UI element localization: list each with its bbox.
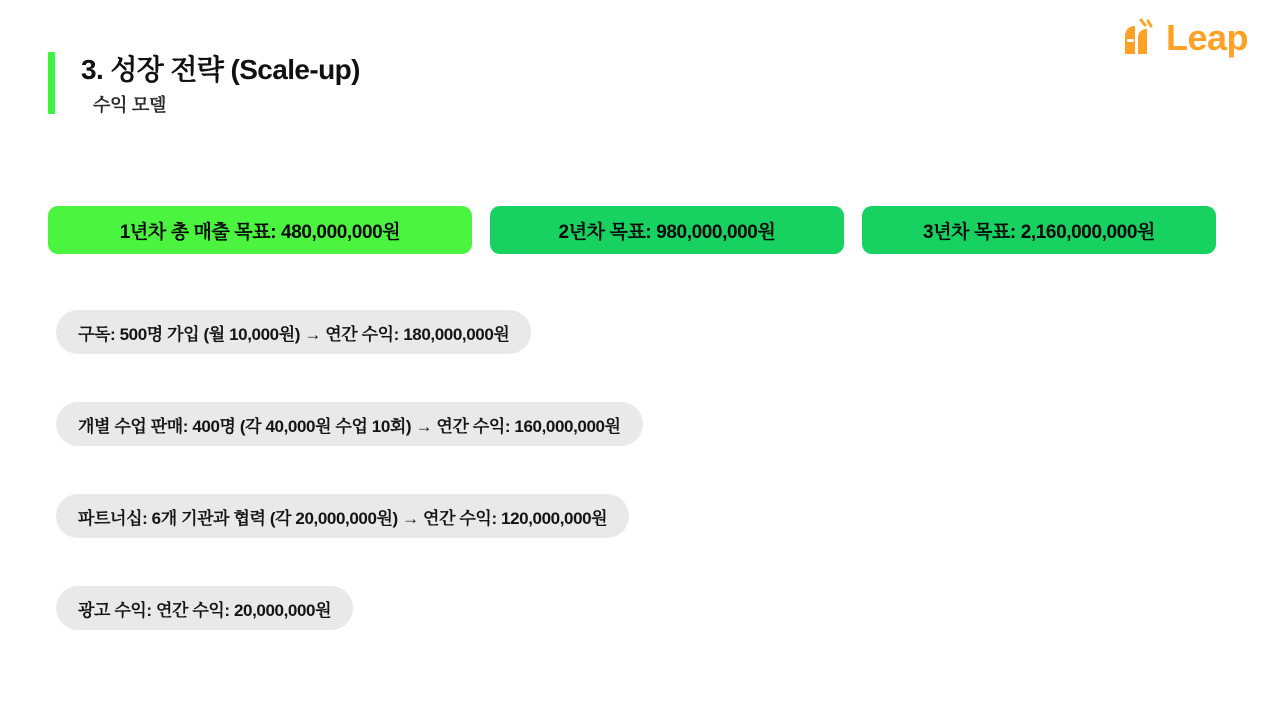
title-accent-bar bbox=[48, 52, 55, 114]
revenue-item-partnership: 파트너십: 6개 기관과 협력 (각 20,000,000원) → 연간 수익: 120,000,000원 bbox=[56, 494, 629, 538]
list-item bbox=[56, 494, 1216, 538]
goal-pill-year1: 1년차 총 매출 목표: 480,000,000원 bbox=[48, 206, 472, 254]
revenue-item-subscription: 구독: 500명 가입 (월 10,000원) → 연간 수익: 180,000,000원 bbox=[56, 310, 531, 354]
list-item bbox=[56, 586, 1216, 630]
goals-row bbox=[48, 206, 1232, 254]
page-title: 3. 성장 전략 (Scale-up) bbox=[81, 54, 360, 85]
list-item bbox=[56, 310, 1216, 354]
brand-logo-text: Leap bbox=[1165, 17, 1248, 58]
revenue-items-list bbox=[56, 310, 1216, 630]
slide-header bbox=[48, 52, 360, 117]
page-subtitle: 수익 모델 bbox=[93, 95, 167, 115]
leap-mark-icon bbox=[1118, 18, 1160, 58]
goal-pill-year3: 3년차 목표: 2,160,000,000원 bbox=[862, 206, 1216, 254]
brand-logo bbox=[1118, 18, 1248, 58]
revenue-item-classes: 개별 수업 판매: 400명 (각 40,000원 수업 10회) → 연간 수익: 160,000,000원 bbox=[56, 402, 643, 446]
revenue-item-advertising: 광고 수익: 연간 수익: 20,000,000원 bbox=[56, 586, 353, 630]
goal-pill-year2: 2년차 목표: 980,000,000원 bbox=[490, 206, 844, 254]
list-item bbox=[56, 402, 1216, 446]
title-text-group bbox=[81, 52, 360, 117]
